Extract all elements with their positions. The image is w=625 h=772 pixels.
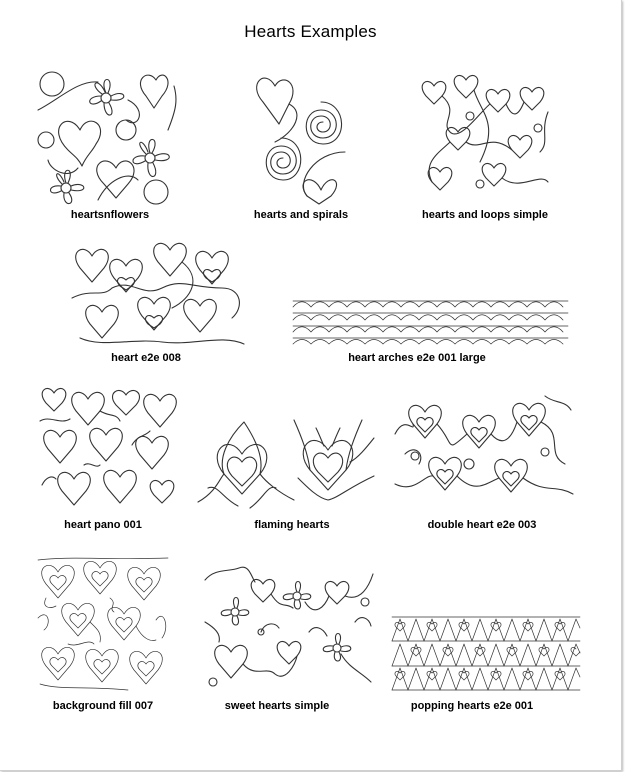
- sweet-hearts-simple-pattern-image: [205, 562, 373, 690]
- popping-hearts-e2e-001-pattern-image: [392, 616, 580, 692]
- design-sweet-hearts-simple[interactable]: [205, 562, 373, 690]
- heart-motif-icon: [277, 641, 301, 664]
- heartsnflowers-pattern-image: [38, 70, 178, 205]
- caption-background-fill-007: background fill 007: [52, 700, 154, 712]
- caption-double-heart-e2e-003: double heart e2e 003: [427, 519, 537, 531]
- flower-motif-icon: [323, 634, 351, 662]
- caption-heartsnflowers: heartsnflowers: [70, 209, 150, 221]
- caption-heart-pano-001: heart pano 001: [64, 519, 142, 531]
- heart-motif-icon: [508, 135, 532, 158]
- hearts-and-spirals-pattern-image: [255, 72, 355, 204]
- heart-motif-icon: [76, 249, 109, 282]
- design-heart-pano-001[interactable]: [40, 385, 178, 510]
- design-popping-hearts-e2e-001[interactable]: [392, 616, 580, 692]
- heart-motif-icon: [184, 299, 217, 332]
- heart-motif-icon: [42, 565, 75, 598]
- heart-motif-icon: [196, 251, 229, 284]
- heart-arches-e2e-001-large-pattern-image: [293, 300, 568, 346]
- heart-motif-icon: [59, 121, 101, 166]
- heart-motif-icon: [42, 647, 75, 680]
- heart-motif-icon: [303, 440, 353, 490]
- heart-motif-icon: [428, 167, 452, 190]
- heart-e2e-008-pattern-image: [72, 238, 244, 346]
- heart-motif-icon: [128, 567, 161, 600]
- caption-hearts-and-loops-simple: hearts and loops simple: [422, 209, 548, 221]
- heart-motif-icon: [325, 581, 349, 604]
- flower-motif-icon: [90, 80, 124, 116]
- heart-motif-icon: [495, 459, 528, 492]
- design-double-heart-e2e-003[interactable]: [395, 394, 573, 504]
- heart-motif-icon: [72, 392, 105, 425]
- design-background-fill-007[interactable]: [38, 558, 168, 690]
- spiral-motif-icon: [306, 102, 341, 144]
- heart-motif-icon: [215, 645, 248, 678]
- heart-motif-icon: [486, 89, 510, 112]
- heart-motif-icon: [58, 472, 91, 505]
- heart-motif-icon: [251, 579, 275, 602]
- heart-motif-icon: [446, 127, 470, 150]
- heart-motif-icon: [257, 78, 293, 124]
- heart-motif-icon: [136, 436, 169, 469]
- heart-motif-icon: [150, 480, 174, 503]
- design-flaming-hearts[interactable]: [198, 418, 374, 510]
- design-heart-e2e-008[interactable]: [72, 238, 244, 346]
- design-heart-arches-e2e-001-large[interactable]: [293, 300, 568, 346]
- double-heart-e2e-003-pattern-image: [395, 394, 573, 504]
- heart-motif-icon: [108, 607, 141, 640]
- heart-motif-icon: [86, 649, 119, 682]
- caption-popping-hearts-e2e-001: popping hearts e2e 001: [410, 700, 534, 712]
- caption-heart-arches-e2e-001-large: heart arches e2e 001 large: [348, 352, 486, 364]
- heart-motif-icon: [422, 81, 446, 104]
- flower-motif-icon: [133, 139, 169, 176]
- heart-motif-icon: [90, 428, 123, 461]
- caption-flaming-hearts: flaming hearts: [254, 519, 330, 531]
- design-heartsnflowers[interactable]: [38, 70, 178, 205]
- hearts-and-loops-simple-pattern-image: [420, 72, 555, 200]
- caption-sweet-hearts-simple: sweet hearts simple: [224, 700, 330, 712]
- heart-motif-icon: [429, 457, 462, 490]
- caption-heart-e2e-008: heart e2e 008: [111, 352, 181, 364]
- flaming-hearts-pattern-image: [198, 418, 374, 510]
- heart-motif-icon: [454, 75, 478, 98]
- heart-motif-icon: [42, 388, 66, 411]
- flower-motif-icon: [50, 170, 83, 203]
- heart-motif-icon: [62, 603, 95, 636]
- heart-motif-icon: [44, 430, 77, 463]
- design-hearts-and-spirals[interactable]: [255, 72, 355, 204]
- background-fill-007-pattern-image: [38, 558, 168, 690]
- caption-hearts-and-spirals: hearts and spirals: [253, 209, 349, 221]
- heart-motif-icon: [520, 87, 544, 110]
- page-title: Hearts Examples: [244, 22, 377, 41]
- heart-motif-icon: [130, 651, 163, 684]
- heart-motif-icon: [463, 415, 496, 448]
- heart-motif-icon: [104, 470, 137, 503]
- heart-motif-icon: [482, 163, 506, 186]
- heart-motif-icon: [513, 403, 546, 436]
- heart-motif-icon: [303, 180, 337, 204]
- heart-motif-icon: [138, 297, 171, 330]
- flower-motif-icon: [221, 598, 249, 626]
- spiral-motif-icon: [266, 138, 301, 180]
- heart-pano-001-pattern-image: [40, 385, 178, 510]
- heart-motif-icon: [84, 561, 117, 594]
- heart-motif-icon: [154, 243, 187, 276]
- heart-motif-icon: [113, 390, 140, 415]
- heart-motif-icon: [140, 75, 168, 108]
- heart-motif-icon: [86, 305, 119, 338]
- heart-motif-icon: [409, 405, 442, 438]
- design-hearts-and-loops-simple[interactable]: [420, 72, 555, 200]
- heart-motif-icon: [144, 394, 177, 427]
